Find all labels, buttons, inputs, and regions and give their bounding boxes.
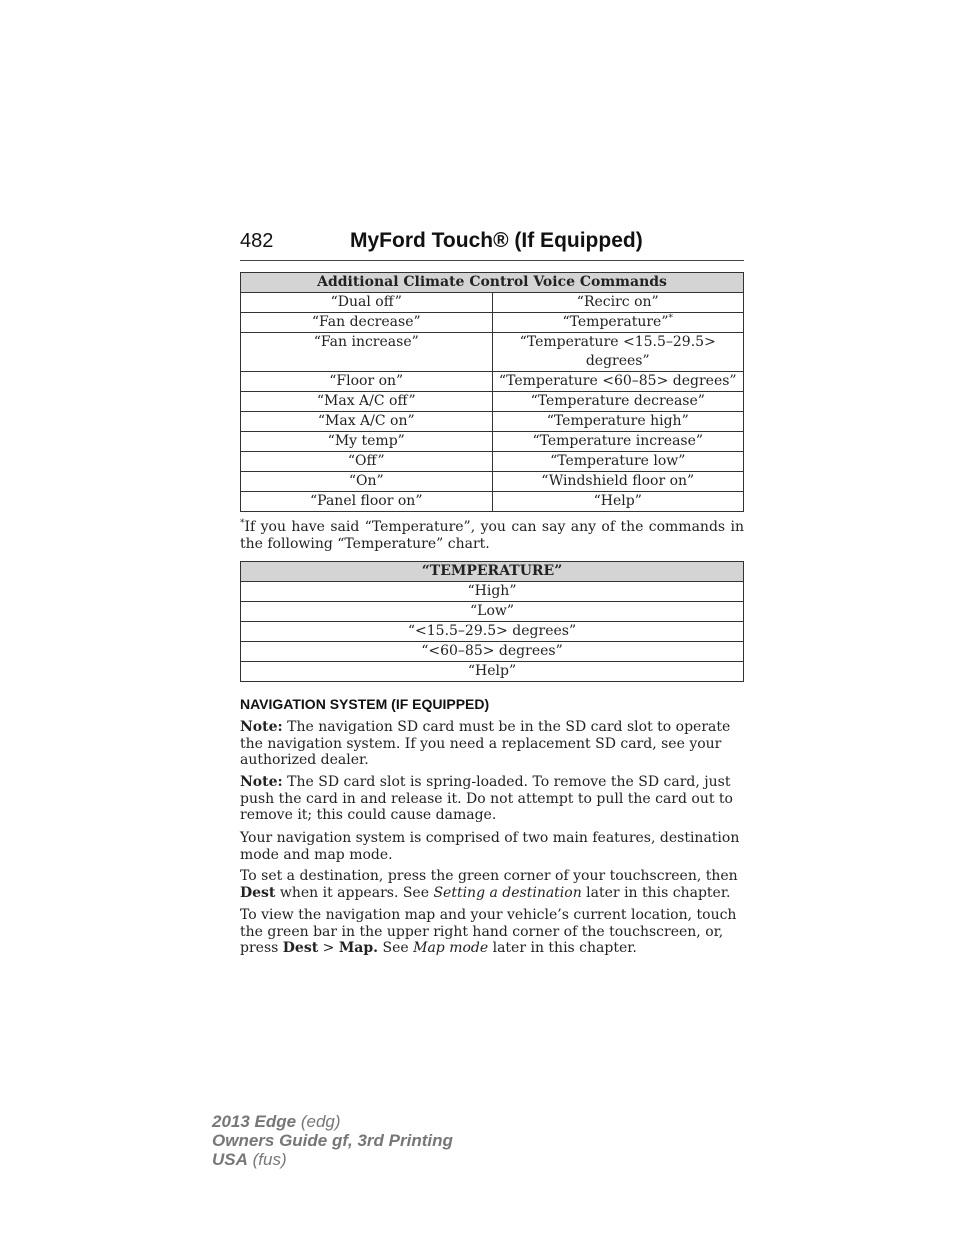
table-cell: “Dual off” [241, 293, 493, 313]
table-cell: “Help” [241, 662, 744, 682]
table-heading: Additional Climate Control Voice Commands [241, 273, 744, 293]
cell-text: “Temperature” [562, 314, 669, 330]
table-row [241, 412, 744, 432]
table-cell: “Low” [241, 602, 744, 622]
section-heading: NAVIGATION SYSTEM (IF EQUIPPED) [240, 696, 490, 712]
note-paragraph [240, 774, 744, 824]
text: later in this chapter. [488, 940, 637, 956]
table-cell: “Max A/C off” [241, 392, 493, 412]
table-row [241, 582, 744, 602]
table-row [241, 293, 744, 313]
table-cell: “Temperature increase” [492, 432, 744, 452]
table-row [241, 492, 744, 512]
page-header [240, 228, 744, 261]
footnote-text: If you have said “Temperature”, you can say any of the commands in the following “Temperature” chart. [240, 519, 744, 552]
table-cell: “Temperature high” [492, 412, 744, 432]
body-paragraph [240, 868, 744, 901]
climate-voice-commands-table [240, 272, 744, 512]
table-cell: “My temp” [241, 432, 493, 452]
table-footnote [240, 519, 744, 553]
table-cell: “Temperature <60–85> degrees” [492, 372, 744, 392]
table-cell: “High” [241, 582, 744, 602]
text: later in this chapter. [581, 884, 731, 901]
note-label: Note: [240, 774, 283, 790]
footer-code: (fus) [247, 1150, 287, 1169]
table-row [241, 452, 744, 472]
table-cell: “Recirc on” [492, 293, 744, 313]
table-cell: “On” [241, 472, 493, 492]
table-cell: “Temperature <15.5–29.5> degrees” [492, 333, 744, 372]
cross-reference: Map mode [413, 940, 489, 956]
note-label: Note: [240, 719, 283, 735]
cross-reference: Setting a destination [433, 884, 582, 901]
table-cell: “Windshield floor on” [492, 472, 744, 492]
table-cell: “Temperature low” [492, 452, 744, 472]
temperature-commands-table [240, 561, 744, 682]
table-row [241, 392, 744, 412]
table-row [241, 333, 744, 372]
footnote-marker: * [668, 313, 674, 324]
table-cell: “<60–85> degrees” [241, 642, 744, 662]
table-cell: “Floor on” [241, 372, 493, 392]
text: To set a destination, press the green corner of your touchscreen, then [240, 868, 738, 884]
page-number: 482 [240, 230, 274, 252]
footer-line [212, 1112, 453, 1131]
table-row [241, 472, 744, 492]
table-cell [492, 313, 744, 333]
dest-term: Dest [282, 940, 319, 956]
table-cell: “Fan decrease” [241, 313, 493, 333]
table-cell: “Fan increase” [241, 333, 493, 372]
body-paragraph [240, 907, 744, 957]
table-row [241, 313, 744, 333]
footer-line [212, 1150, 453, 1169]
table-row [241, 432, 744, 452]
table-cell: “<15.5–29.5> degrees” [241, 622, 744, 642]
footnote-marker: * [240, 518, 245, 529]
page-title: MyFord Touch® (If Equipped) [350, 229, 643, 252]
text: See [378, 940, 414, 956]
table-row [241, 642, 744, 662]
page-footer [212, 1112, 453, 1169]
text: To view the navigation map and your vehicle’s current location, touch the green bar in the upper right hand corner of the touchscreen, or, press [240, 907, 737, 956]
table-heading: “TEMPERATURE” [241, 562, 744, 582]
table-row [241, 372, 744, 392]
note-paragraph [240, 719, 744, 769]
text: > [318, 940, 339, 956]
table-cell: “Temperature decrease” [492, 392, 744, 412]
footer-region: USA [212, 1150, 248, 1169]
note-text: The SD card slot is spring-loaded. To remove the SD card, just push the card in and release it. Do not attempt to pull the card out to remove it; this could cause damage. [240, 774, 733, 823]
table-row [241, 602, 744, 622]
table-row [241, 622, 744, 642]
map-term: Map. [338, 940, 379, 956]
body-paragraph: Your navigation system is comprised of two main features, destination mode and map mode. [240, 830, 740, 863]
table-row [241, 662, 744, 682]
note-text: The navigation SD card must be in the SD card slot to operate the navigation system. If you need a replacement SD card, see your authorized dealer. [240, 719, 731, 768]
footer-model: 2013 Edge [212, 1112, 297, 1131]
table-cell: “Help” [492, 492, 744, 512]
footer-line: Owners Guide gf, 3rd Printing [212, 1131, 453, 1150]
dest-term: Dest [240, 884, 276, 901]
table-cell: “Off” [241, 452, 493, 472]
text: when it appears. See [275, 884, 434, 901]
footer-code: (edg) [296, 1112, 341, 1131]
table-cell: “Panel floor on” [241, 492, 493, 512]
table-cell: “Max A/C on” [241, 412, 493, 432]
